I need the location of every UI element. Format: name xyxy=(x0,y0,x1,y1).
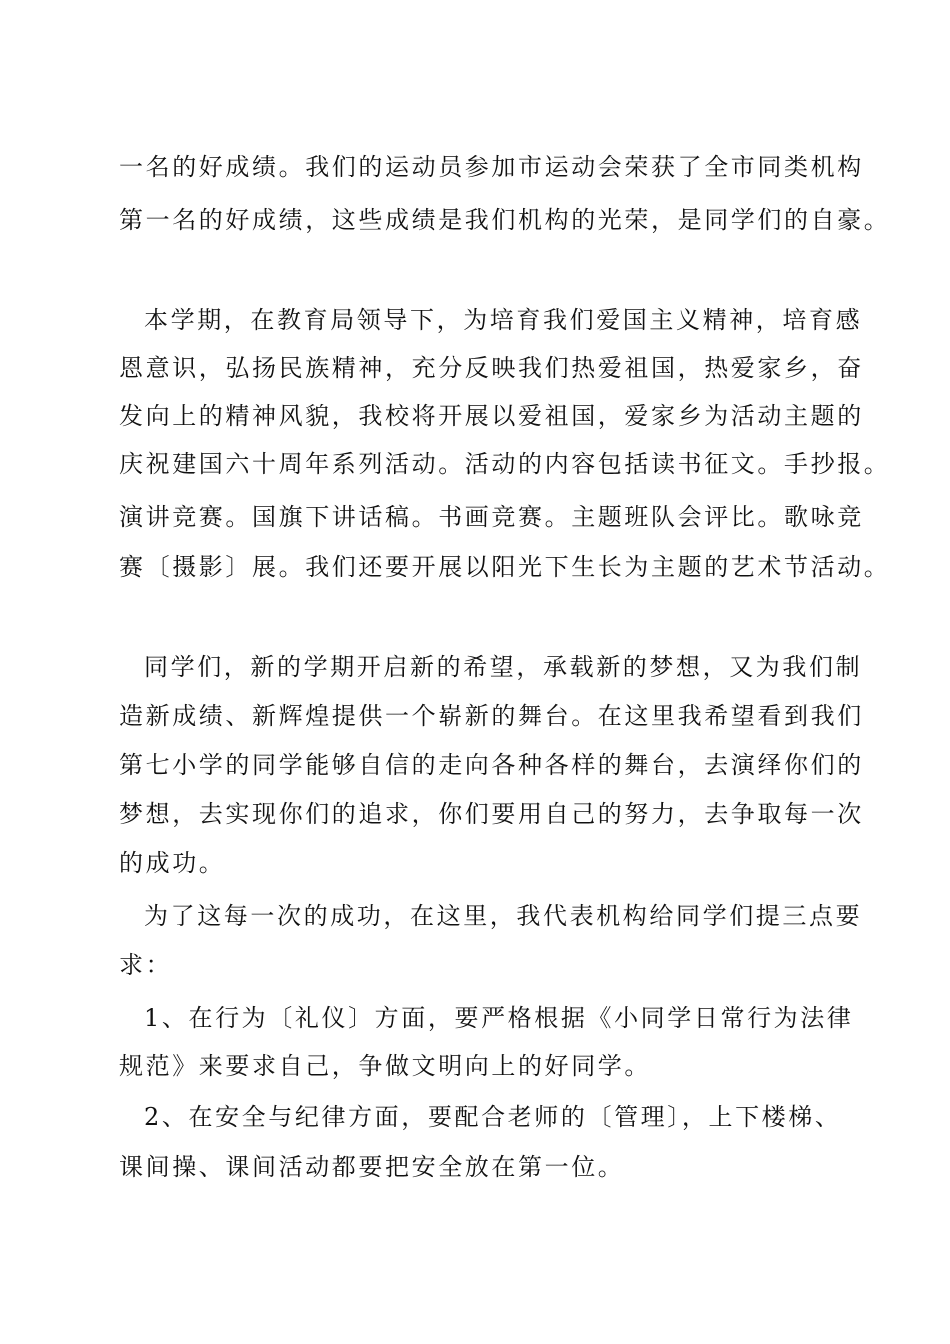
text-line: 演讲竞赛。国旗下讲话稿。书画竞赛。主题班队会评比。歌咏竞 xyxy=(119,503,864,531)
text-line: 的成功。 xyxy=(119,849,226,877)
text-line: 一名的好成绩。我们的运动员参加市运动会荣获了全市同类机构 xyxy=(119,153,864,181)
text-line: 求： xyxy=(119,951,173,979)
text-line: 庆祝建国六十周年系列活动。活动的内容包括读书征文。手抄报。 xyxy=(119,450,891,478)
text-line: 恩意识，弘扬民族精神，充分反映我们热爱祖国，热爱家乡，奋 xyxy=(119,354,864,382)
text-line: 发向上的精神风貌，我校将开展以爱祖国，爱家乡为活动主题的 xyxy=(119,402,864,430)
paragraph-start-line: 同学们，新的学期开启新的希望，承载新的梦想，又为我们制 xyxy=(144,653,863,681)
list-item-1-continuation: 规范》来要求自己，争做文明向上的好同学。 xyxy=(119,1052,651,1080)
text-line: 梦想，去实现你们的追求，你们要用自己的努力，去争取每一次 xyxy=(119,800,864,828)
paragraph-start-line: 为了这每一次的成功，在这里，我代表机构给同学们提三点要 xyxy=(144,902,863,930)
text-line: 造新成绩、新辉煌提供一个崭新的舞台。在这里我希望看到我们 xyxy=(119,702,864,730)
list-item-2-line: 2、在安全与纪律方面，要配合老师的〔管理〕，上下楼梯、 xyxy=(144,1103,842,1131)
paragraph-start-line: 本学期，在教育局领导下，为培育我们爱国主义精神，培育感 xyxy=(144,306,863,334)
text-line: 赛〔摄影〕展。我们还要开展以阳光下生长为主题的艺术节活动。 xyxy=(119,553,891,581)
list-item-1-line: 1、在行为〔礼仪〕方面，要严格根据《小同学日常行为法律 xyxy=(144,1004,854,1032)
list-item-2-continuation: 课间操、课间活动都要把安全放在第一位。 xyxy=(119,1153,625,1181)
text-line: 第七小学的同学能够自信的走向各种各样的舞台，去演绎你们的 xyxy=(119,751,864,779)
text-line: 第一名的好成绩，这些成绩是我们机构的光荣，是同学们的自豪。 xyxy=(119,206,891,234)
